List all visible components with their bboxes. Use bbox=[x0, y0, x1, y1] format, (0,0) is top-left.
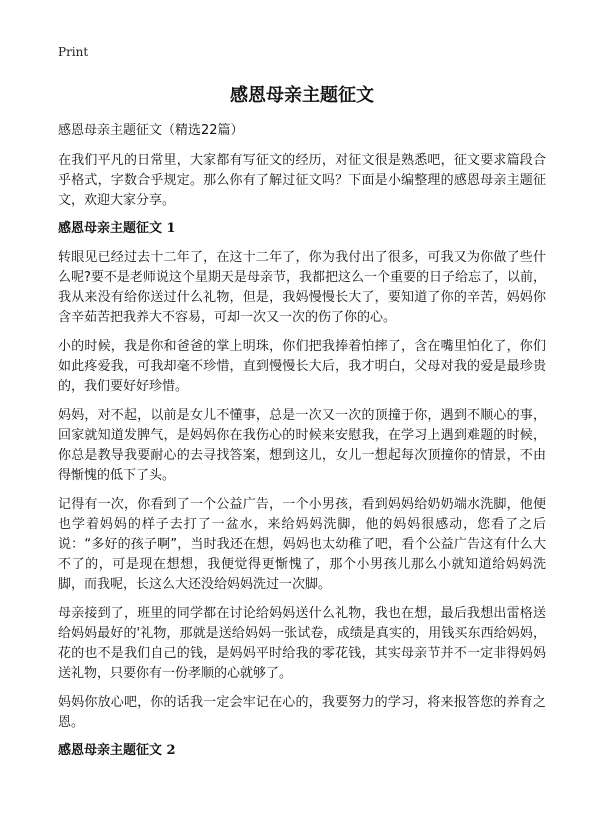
section-heading-2: 感恩母亲主题征文 2 bbox=[58, 743, 176, 758]
section-1-paragraph-3: 妈妈，对不起，以前是女儿不懂事，总是一次又一次的顶撞于你，遇到不顺心的事，回家就知道发脾气，是妈妈你在我伤心的时候来安慰我，在学习上遇到难题的时候，你总是教导我要耐心的去寻找答案，想到这儿，女儿一想起每次顶撞你的情景，不由得惭愧的低下了头。 bbox=[58, 408, 546, 483]
document-body bbox=[58, 84, 546, 770]
document-title: 感恩母亲主题征文 bbox=[230, 85, 374, 106]
section-1-paragraph-4: 记得有一次，你看到了一个公益广告，一个小男孩，看到妈妈给奶奶端水洗脚，他便也学着妈妈的样子去打了一盆水，来给妈妈洗脚，他的妈妈很感动，您看了之后说：“多好的孩子啊”，当时我还在想，妈妈也太幼稚了吧，看个公益广告这有什么大不了的，可是现在想想，我便觉得更惭愧了，那个小男孩儿那么小就知道给妈妈洗脚，而我呢，长这么大还没给妈妈洗过一次脚。 bbox=[58, 497, 546, 592]
print-link[interactable]: Print bbox=[58, 45, 89, 59]
section-1-paragraph-2: 小的时候，我是你和爸爸的掌上明珠，你们把我捧着怕摔了，含在嘴里怕化了，你们如此疼爱我，可我却毫不珍惜，直到慢慢长大后，我才明白，父母对我的爱是最珍贵的，我们要好好珍惜。 bbox=[58, 339, 546, 394]
section-1-paragraph-1: 转眼见已经过去十二年了，在这十二年了，你为我付出了很多，可我又为你做了些什么呢?要不是老师说这个星期天是母亲节，我都把这么一个重要的日子给忘了，以前，我从来没有给你送过什么礼物，但是，我妈慢慢长大了，要知道了你的辛苦，妈妈你含辛茹苦把我养大不容易，可却一次又一次的伤了你的心。 bbox=[58, 250, 546, 325]
section-1-paragraph-5: 母亲接到了，班里的同学都在讨论给妈妈送什么礼物，我也在想，最后我想出雷格送给妈妈最好的'礼物，那就是送给妈妈一张试卷，成绩是真实的，用钱买东西给妈妈，花的也不是我们自己的钱，是妈妈平时给我的零花钱，其实母亲节并不一定非得妈妈送礼物，只要你有一份孝顺的心就够了。 bbox=[58, 606, 546, 681]
document-subtitle: 感恩母亲主题征文（精选22篇） bbox=[58, 123, 244, 138]
intro-paragraph: 在我们平凡的日常里，大家都有写征文的经历，对征文很是熟悉吧，征文要求篇段合乎格式，字数合乎规定。那么你有了解过征文吗？下面是小编整理的感恩母亲主题征文，欢迎大家分享。 bbox=[58, 153, 546, 208]
section-heading-1: 感恩母亲主题征文 1 bbox=[58, 221, 176, 236]
section-1-paragraph-6: 妈妈你放心吧，你的话我一定会牢记在心的，我要努力的学习，将来报答您的养育之恩。 bbox=[58, 695, 546, 730]
